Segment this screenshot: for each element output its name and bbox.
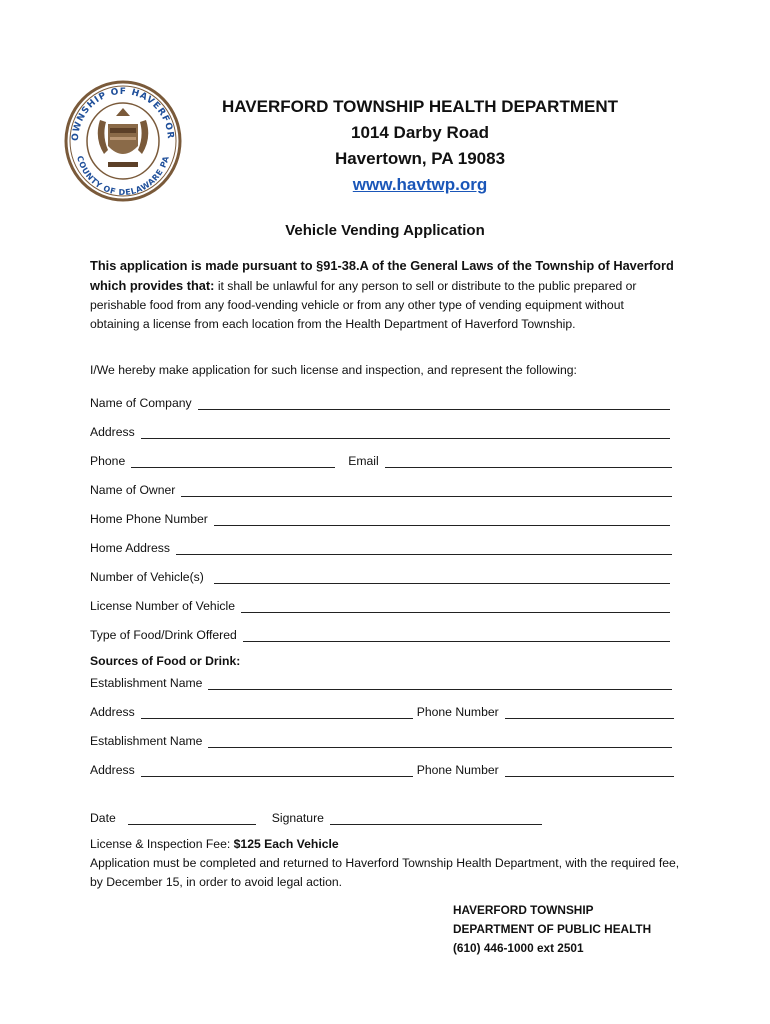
organization-name: HAVERFORD TOWNSHIP HEALTH DEPARTMENT <box>221 97 619 116</box>
intro-paragraph <box>90 256 674 334</box>
license-number-field[interactable] <box>90 594 670 613</box>
fee-and-deadline <box>90 835 680 892</box>
address-label: Address <box>90 425 135 439</box>
phone-email-row <box>90 449 672 468</box>
vehicle-count-field[interactable] <box>90 565 670 584</box>
home-address-field[interactable] <box>90 536 672 555</box>
sources-heading: Sources of Food or Drink: <box>90 654 241 668</box>
source-address-line-1[interactable] <box>141 705 413 719</box>
source-phone-line-2[interactable] <box>505 763 674 777</box>
company-name-label: Name of Company <box>90 396 192 410</box>
declaration-text: I/We hereby make application for such license and inspection, and represent the following: <box>90 363 577 377</box>
footer-line-1: HAVERFORD TOWNSHIP <box>453 903 594 917</box>
footer-contact <box>453 901 651 958</box>
fee-amount: $125 Each Vehicle <box>233 837 339 851</box>
source-address-row-2 <box>90 758 674 777</box>
source-address-label-2: Address <box>90 763 135 777</box>
home-address-line[interactable] <box>176 541 672 555</box>
deadline-text: Application must be completed and returned to Haverford Township Health Department, with the required fee, by December 15, in order to avoid legal action. <box>90 856 680 889</box>
seal-bottom-text: COUNTY OF DELAWARE PA <box>75 154 171 198</box>
signature-label: Signature <box>271 811 324 825</box>
phone-label: Phone <box>90 454 126 468</box>
owner-name-field[interactable] <box>90 478 672 497</box>
establishment-name-label-1: Establishment Name <box>90 676 203 690</box>
fee-line <box>90 835 680 854</box>
source-address-line-2[interactable] <box>141 763 413 777</box>
date-signature-row <box>90 806 542 825</box>
food-type-field[interactable] <box>90 623 670 642</box>
address-field[interactable] <box>90 420 670 439</box>
intro-bold: This application is made pursuant to §91-38.A of the General Laws of the Township of Haverford which provides that: <box>90 258 674 293</box>
source-address-label-1: Address <box>90 705 135 719</box>
signature-line[interactable] <box>330 811 542 825</box>
owner-name-label: Name of Owner <box>90 483 176 497</box>
date-line[interactable] <box>128 811 256 825</box>
email-label: Email <box>348 454 379 468</box>
home-phone-field[interactable] <box>90 507 670 526</box>
food-type-label: Type of Food/Drink Offered <box>90 628 237 642</box>
footer-line-2: DEPARTMENT OF PUBLIC HEALTH <box>453 922 652 936</box>
establishment-name-field-1[interactable] <box>90 671 672 690</box>
source-phone-label-1: Phone Number <box>416 705 499 719</box>
website-link[interactable]: www.havtwp.org <box>352 175 488 194</box>
source-phone-line-1[interactable] <box>505 705 674 719</box>
date-label: Date <box>90 811 116 825</box>
home-phone-label: Home Phone Number <box>90 512 208 526</box>
company-name-line[interactable] <box>198 396 670 410</box>
vehicle-count-label: Number of Vehicle(s) <box>90 570 204 584</box>
home-phone-line[interactable] <box>214 512 670 526</box>
establishment-name-line-1[interactable] <box>208 676 672 690</box>
street-address: 1014 Darby Road <box>351 123 489 142</box>
source-phone-label-2: Phone Number <box>416 763 499 777</box>
license-number-line[interactable] <box>241 599 670 613</box>
food-type-line[interactable] <box>243 628 670 642</box>
footer-phone: (610) 446-1000 ext 2501 <box>453 941 584 955</box>
establishment-name-label-2: Establishment Name <box>90 734 203 748</box>
establishment-name-line-2[interactable] <box>208 734 672 748</box>
owner-name-line[interactable] <box>181 483 672 497</box>
seal-top-text: OWNSHIP OF HAVERFOR <box>70 86 176 142</box>
email-line[interactable] <box>385 454 672 468</box>
city-state-zip: Havertown, PA 19083 <box>334 149 506 168</box>
license-number-label: License Number of Vehicle <box>90 599 235 613</box>
address-line[interactable] <box>141 425 670 439</box>
vehicle-count-line[interactable] <box>214 570 670 584</box>
form-title: Vehicle Vending Application <box>285 222 485 239</box>
company-name-field[interactable] <box>90 391 670 410</box>
letterhead <box>150 94 690 198</box>
establishment-name-field-2[interactable] <box>90 729 672 748</box>
source-address-row-1 <box>90 700 674 719</box>
fee-label: License & Inspection Fee: <box>90 837 234 851</box>
intro-rest: it shall be unlawful for any person to sell or distribute to the public prepared or perishable food from any food-vending vehicle or from any other type of vending equipment without obtaining a license from each location from the Health Department of Haverford Township. <box>90 279 637 331</box>
home-address-label: Home Address <box>90 541 170 555</box>
phone-line[interactable] <box>131 454 335 468</box>
